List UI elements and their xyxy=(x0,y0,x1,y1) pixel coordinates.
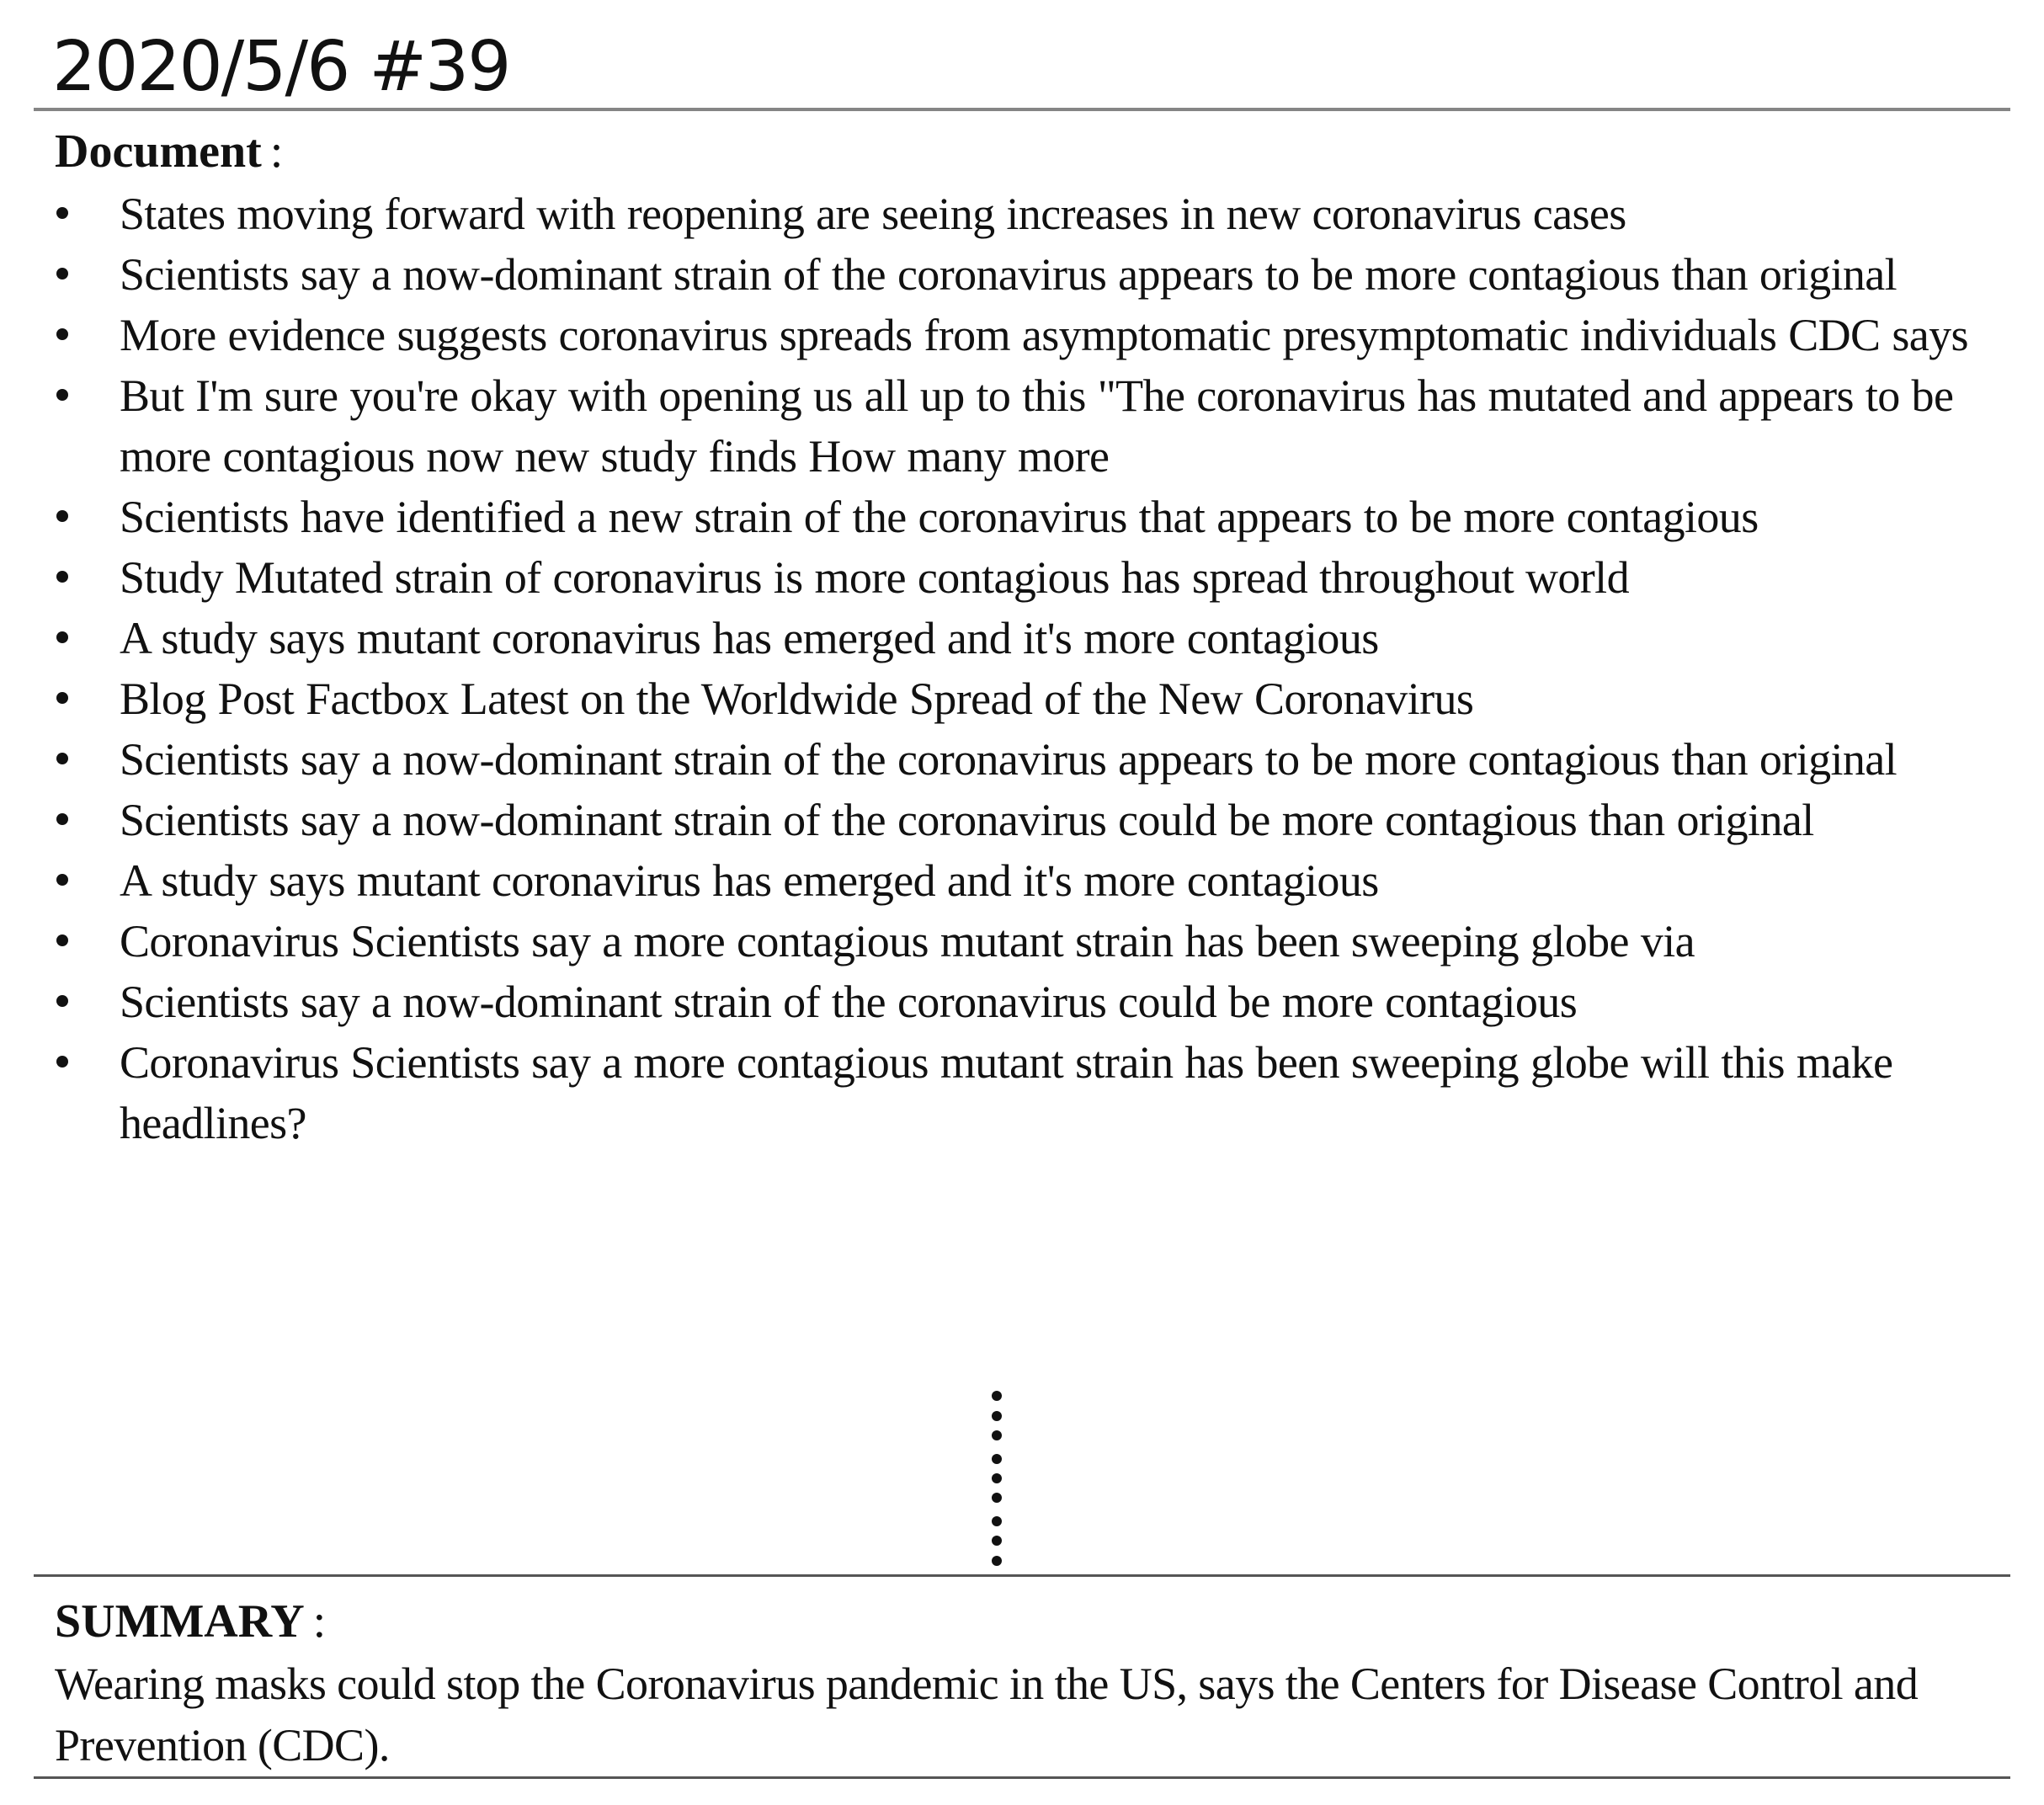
list-item xyxy=(55,911,2016,972)
list-item-text: Scientists have identified a new strain of the coronavirus that appears to be more contagious xyxy=(120,492,1759,542)
list-item-text: More evidence suggests coronavirus spreads from asymptomatic presymptomatic individuals CDC says xyxy=(120,310,1968,360)
page-title: 2020/5/6 #39 xyxy=(52,27,510,107)
bullet-icon xyxy=(56,934,68,946)
list-item-text: Study Mutated strain of coronavirus is more contagious has spread throughout world xyxy=(120,552,1629,603)
list-item xyxy=(55,244,2016,305)
list-item-text: Scientists say a now-dominant strain of the coronavirus appears to be more contagious than original xyxy=(120,734,1898,785)
ellipsis-dot xyxy=(992,1411,1002,1421)
list-item-text: Coronavirus Scientists say a more contagious mutant strain has been sweeping globe via xyxy=(120,916,1695,966)
document-list xyxy=(55,184,2016,1153)
list-item xyxy=(55,729,2016,790)
list-item xyxy=(55,1032,2016,1153)
list-item-text: A study says mutant coronavirus has emerged and it's more contagious xyxy=(120,855,1379,906)
bullet-icon xyxy=(56,813,68,825)
ellipsis-dot xyxy=(992,1536,1002,1546)
bullet-icon xyxy=(56,1056,68,1068)
ellipsis-dot xyxy=(992,1454,1002,1464)
bullet-icon xyxy=(56,692,68,704)
list-item-text: A study says mutant coronavirus has emerged and it's more contagious xyxy=(120,613,1379,663)
list-item-text: Blog Post Factbox Latest on the Worldwide Spread of the New Coronavirus xyxy=(120,674,1474,724)
summary-section xyxy=(55,1589,2016,1776)
summary-text: Wearing masks could stop the Coronavirus pandemic in the US, says the Centers for Disease Control and Prevention (CDC). xyxy=(55,1659,1919,1770)
bullet-icon xyxy=(56,571,68,583)
ellipsis-dot xyxy=(992,1473,1002,1483)
bullet-icon xyxy=(56,874,68,886)
list-item xyxy=(55,668,2016,729)
list-item xyxy=(55,972,2016,1032)
ellipsis-dot xyxy=(992,1556,1002,1566)
list-item xyxy=(55,365,2016,487)
ellipsis-dot xyxy=(992,1493,1002,1503)
document-heading-label: Document xyxy=(55,125,262,178)
list-item xyxy=(55,487,2016,547)
bullet-icon xyxy=(56,510,68,522)
title-divider xyxy=(34,108,2010,111)
list-item xyxy=(55,547,2016,608)
list-item-text: Scientists say a now-dominant strain of the coronavirus could be more contagious xyxy=(120,977,1578,1027)
bullet-icon xyxy=(56,268,68,280)
bullet-icon xyxy=(56,631,68,643)
document-heading-colon: : xyxy=(269,125,284,178)
ellipsis-dot xyxy=(992,1516,1002,1526)
document-heading xyxy=(55,120,2016,184)
list-item-text: But I'm sure you're okay with opening us all up to this "The coronavirus has mutated and appears to be more contagious now new study finds How many more xyxy=(120,370,1954,482)
bullet-icon xyxy=(56,753,68,764)
list-item xyxy=(55,850,2016,911)
summary-divider xyxy=(34,1574,2010,1577)
summary-heading-label: SUMMARY xyxy=(55,1595,305,1648)
vertical-ellipsis-icon xyxy=(992,1391,1003,1568)
list-item xyxy=(55,790,2016,850)
list-item xyxy=(55,184,2016,244)
list-item xyxy=(55,305,2016,365)
summary-heading xyxy=(55,1589,2016,1653)
bullet-icon xyxy=(56,207,68,219)
bullet-icon xyxy=(56,995,68,1007)
list-item-text: Scientists say a now-dominant strain of the coronavirus appears to be more contagious than original xyxy=(120,249,1898,300)
ellipsis-dot xyxy=(992,1391,1002,1401)
list-item xyxy=(55,608,2016,668)
summary-heading-colon: : xyxy=(312,1595,327,1648)
bullet-icon xyxy=(56,328,68,340)
bottom-divider xyxy=(34,1776,2010,1779)
document-section xyxy=(55,120,2016,1153)
ellipsis-dot xyxy=(992,1430,1002,1440)
bullet-icon xyxy=(56,389,68,401)
list-item-text: Scientists say a now-dominant strain of the coronavirus could be more contagious than original xyxy=(120,795,1814,845)
list-item-text: States moving forward with reopening are seeing increases in new coronavirus cases xyxy=(120,189,1626,239)
list-item-text: Coronavirus Scientists say a more contagious mutant strain has been sweeping globe will this make headlines? xyxy=(120,1037,1893,1148)
